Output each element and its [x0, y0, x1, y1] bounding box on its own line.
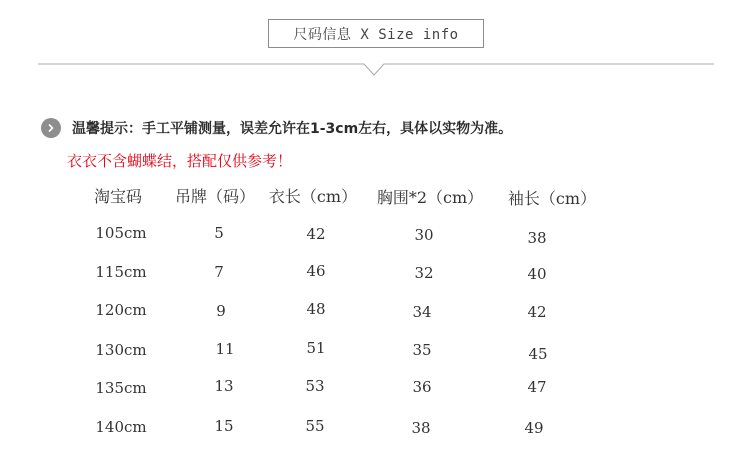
warning-text: 衣衣不含蝴蝶结，搭配仅供参考！ [67, 152, 293, 170]
table-cell: 51 [306, 339, 326, 357]
notice-text: 温馨提示：手工平铺测量，误差允许在1-3cm左右，具体以实物为准。 [72, 121, 513, 137]
divider-with-notch [38, 63, 714, 77]
table-cell: 48 [306, 300, 326, 318]
table-cell: 7 [214, 263, 224, 281]
table-cell: 40 [527, 265, 547, 283]
table-cell: 38 [527, 229, 547, 247]
table-cell: 42 [527, 303, 547, 321]
table-cell: 13 [214, 377, 234, 395]
chevron-right-icon [41, 118, 61, 138]
table-cell: 49 [524, 419, 544, 437]
table-cell: 140cm [95, 418, 147, 436]
table-cell: 5 [214, 224, 224, 242]
table-cell: 130cm [95, 341, 147, 359]
table-cell: 35 [412, 341, 432, 359]
table-header: 衣长（cm） [268, 187, 358, 206]
table-cell: 115cm [95, 263, 147, 281]
table-header: 吊牌（码） [174, 187, 256, 206]
table-cell: 38 [411, 419, 431, 437]
table-cell: 47 [527, 378, 547, 396]
table-cell: 42 [306, 225, 326, 243]
table-cell: 36 [412, 378, 432, 396]
table-cell: 9 [216, 302, 226, 320]
table-header: 淘宝码 [93, 187, 143, 206]
table-cell: 105cm [95, 224, 147, 242]
table-cell: 55 [305, 417, 325, 435]
table-cell: 11 [215, 340, 235, 358]
size-info-title: 尺码信息 X Size info [268, 19, 484, 48]
table-cell: 34 [412, 303, 432, 321]
table-cell: 32 [414, 264, 434, 282]
table-cell: 46 [306, 262, 326, 280]
notice-row [41, 117, 512, 139]
table-header: 袖长（cm） [507, 189, 597, 208]
table-cell: 135cm [95, 379, 147, 397]
table-cell: 120cm [95, 301, 147, 319]
table-header: 胸围*2（cm） [376, 188, 484, 207]
table-cell: 15 [214, 417, 234, 435]
table-cell: 30 [414, 226, 434, 244]
table-cell: 53 [305, 377, 325, 395]
table-cell: 45 [528, 345, 548, 363]
